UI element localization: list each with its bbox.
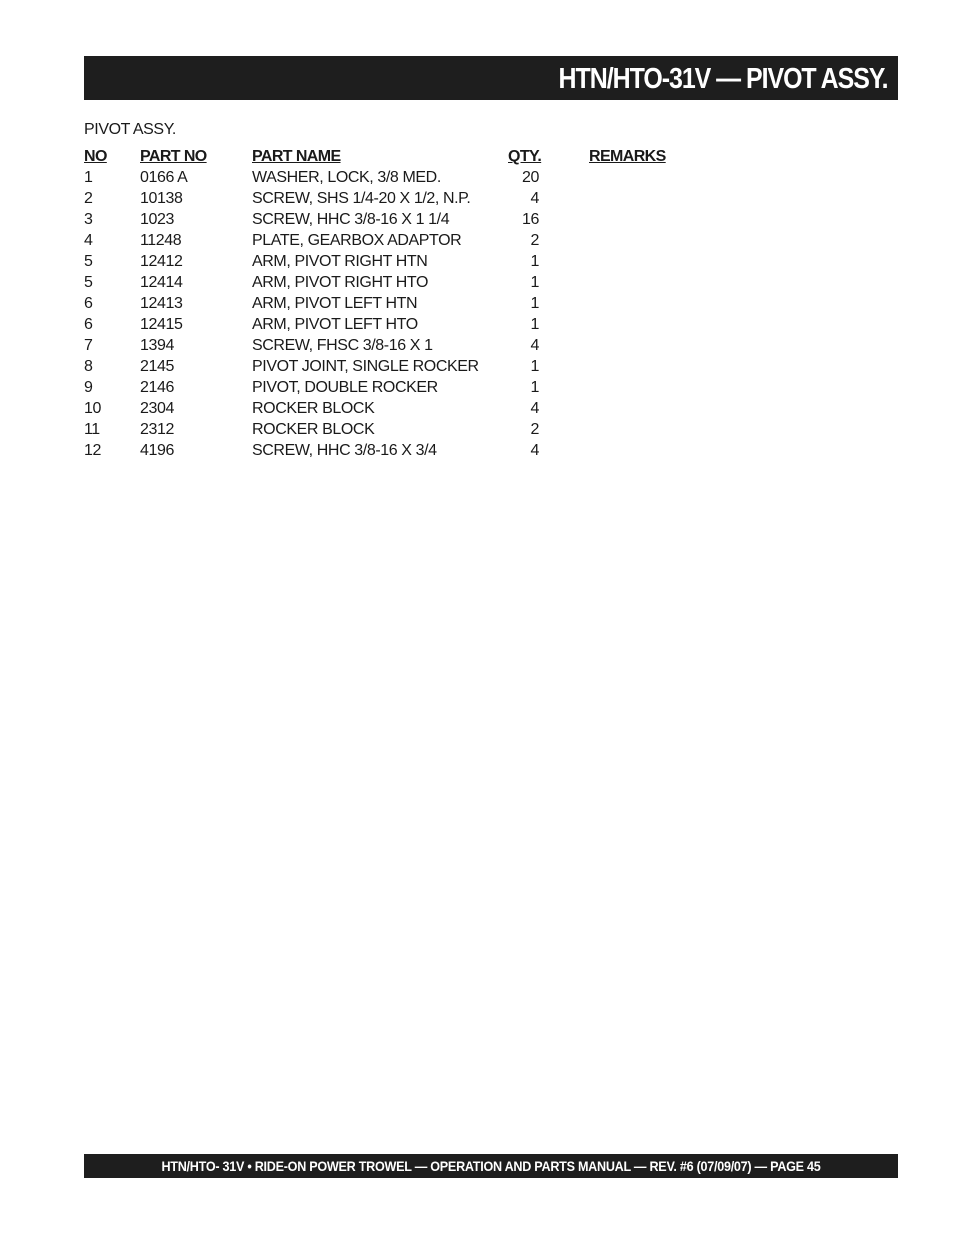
cell-qty: 4 [530, 190, 539, 207]
column-header-part-name: PART NAME [252, 148, 341, 165]
table-row [84, 419, 704, 440]
cell-part-no: 12414 [140, 274, 183, 291]
cell-part-no: 11248 [140, 232, 182, 249]
column-header-qty: QTY. [508, 148, 542, 165]
table-row [84, 209, 704, 230]
table-row [84, 398, 704, 419]
cell-part-no: 2304 [140, 400, 174, 417]
cell-no: 12 [84, 442, 101, 459]
cell-part-no: 12413 [140, 295, 183, 312]
cell-qty: 2 [530, 421, 539, 438]
cell-qty: 1 [530, 358, 539, 375]
table-row [84, 272, 704, 293]
cell-part-name: PLATE, GEARBOX ADAPTOR [252, 232, 462, 249]
table-row [84, 167, 704, 188]
cell-part-name: SCREW, HHC 3/8-16 X 1 1/4 [252, 211, 450, 228]
footer-bar [84, 1154, 898, 1178]
cell-part-name: SCREW, HHC 3/8-16 X 3/4 [252, 442, 437, 459]
cell-no: 1 [84, 169, 93, 186]
cell-qty: 1 [530, 379, 539, 396]
cell-qty: 20 [522, 169, 539, 186]
table-header-row [84, 146, 704, 167]
cell-part-name: SCREW, FHSC 3/8-16 X 1 [252, 337, 433, 354]
cell-part-name: ARM, PIVOT LEFT HTO [252, 316, 418, 333]
page-title-bar [84, 56, 898, 100]
cell-no: 3 [84, 211, 93, 228]
cell-no: 11 [84, 421, 100, 438]
table-row [84, 293, 704, 314]
cell-part-no: 0166 A [140, 169, 188, 186]
column-header-remarks: REMARKS [589, 148, 666, 165]
table-row [84, 314, 704, 335]
cell-qty: 2 [530, 232, 539, 249]
column-header-part-no: PART NO [140, 148, 207, 165]
footer-text: HTN/HTO- 31V • RIDE-ON POWER TROWEL — OPERATION AND PARTS MANUAL — REV. #6 (07/09/07) — PAGE 45 [161, 1158, 821, 1174]
cell-no: 6 [84, 316, 93, 333]
table-row [84, 251, 704, 272]
table-row [84, 440, 704, 461]
cell-qty: 1 [530, 253, 539, 270]
cell-qty: 4 [530, 400, 539, 417]
table-body [84, 167, 704, 461]
table-row [84, 230, 704, 251]
cell-part-name: SCREW, SHS 1/4-20 X 1/2, N.P. [252, 190, 471, 207]
cell-qty: 1 [530, 295, 539, 312]
cell-part-no: 2312 [140, 421, 174, 438]
table-row [84, 188, 704, 209]
table-row [84, 335, 704, 356]
cell-no: 2 [84, 190, 93, 207]
cell-part-name: ARM, PIVOT RIGHT HTN [252, 253, 428, 270]
cell-no: 5 [84, 253, 93, 270]
cell-qty: 1 [530, 274, 539, 291]
table-row [84, 377, 704, 398]
cell-no: 8 [84, 358, 93, 375]
cell-part-name: ARM, PIVOT LEFT HTN [252, 295, 418, 312]
cell-qty: 16 [522, 211, 539, 228]
cell-part-name: ROCKER BLOCK [252, 421, 375, 438]
cell-part-no: 2146 [140, 379, 174, 396]
cell-part-name: ARM, PIVOT RIGHT HTO [252, 274, 429, 291]
cell-no: 7 [84, 337, 93, 354]
cell-part-name: ROCKER BLOCK [252, 400, 375, 417]
table-row [84, 356, 704, 377]
page-title: HTN/HTO-31V — PIVOT ASSY. [559, 63, 888, 95]
cell-no: 10 [84, 400, 101, 417]
cell-qty: 4 [530, 442, 539, 459]
cell-part-no: 12415 [140, 316, 183, 333]
cell-part-no: 10138 [140, 190, 183, 207]
cell-no: 5 [84, 274, 93, 291]
cell-no: 9 [84, 379, 93, 396]
cell-part-no: 2145 [140, 358, 174, 375]
column-header-no: NO [84, 148, 107, 165]
cell-part-no: 1023 [140, 211, 174, 228]
cell-part-name: WASHER, LOCK, 3/8 MED. [252, 169, 441, 186]
section-label: PIVOT ASSY. [84, 121, 176, 138]
cell-qty: 4 [530, 337, 539, 354]
parts-table [84, 146, 704, 461]
cell-part-no: 12412 [140, 253, 183, 270]
cell-part-name: PIVOT, DOUBLE ROCKER [252, 379, 438, 396]
cell-part-name: PIVOT JOINT, SINGLE ROCKER [252, 358, 479, 375]
cell-part-no: 1394 [140, 337, 174, 354]
cell-no: 6 [84, 295, 93, 312]
cell-qty: 1 [530, 316, 539, 333]
cell-no: 4 [84, 232, 93, 249]
cell-part-no: 4196 [140, 442, 174, 459]
